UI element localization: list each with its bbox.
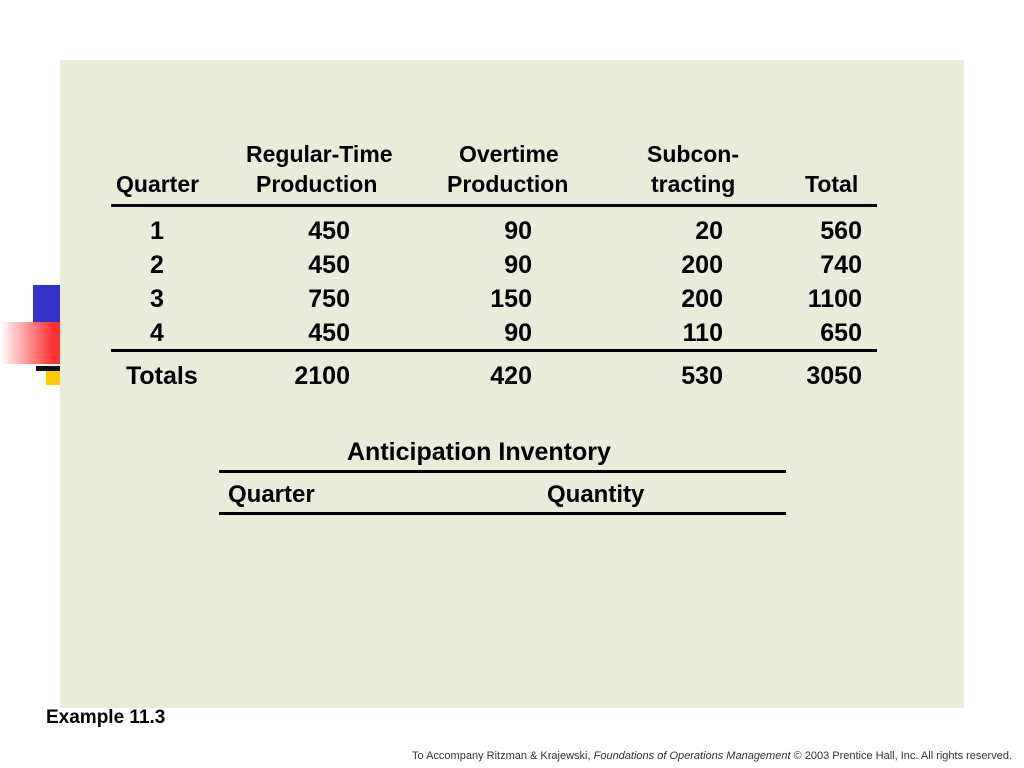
header-subcon-line2: tracting xyxy=(651,171,736,197)
row-2-regular: 450 xyxy=(308,251,350,279)
row-1-quarter: 1 xyxy=(150,217,164,245)
row-4-overtime: 90 xyxy=(504,319,532,347)
row-2-subcon: 200 xyxy=(681,251,723,279)
row-1-total: 560 xyxy=(820,217,862,245)
inventory-title: Anticipation Inventory xyxy=(347,438,611,466)
decorative-blue-square xyxy=(33,285,61,325)
credit-suffix: © 2003 Prentice Hall, Inc. All rights reserved. xyxy=(790,750,1012,762)
decorative-red-bar xyxy=(0,322,62,364)
row-4-total: 650 xyxy=(820,319,862,347)
inventory-top-rule xyxy=(219,470,786,473)
header-regular-line2: Production xyxy=(256,171,378,197)
header-overtime-line2: Production xyxy=(447,171,569,197)
totals-overtime: 420 xyxy=(490,362,532,390)
row-4-regular: 450 xyxy=(308,319,350,347)
credit-book-title: Foundations of Operations Management xyxy=(593,750,791,762)
row-1-regular: 450 xyxy=(308,217,350,245)
row-3-regular: 750 xyxy=(308,285,350,313)
credit-prefix: To Accompany Ritzman & Krajewski, xyxy=(412,750,594,762)
header-subcon-line1: Subcon- xyxy=(647,141,739,167)
row-3-total: 1100 xyxy=(807,285,862,313)
totals-rule xyxy=(111,349,877,352)
totals-regular: 2100 xyxy=(294,362,350,390)
row-1-overtime: 90 xyxy=(504,217,532,245)
totals-label: Totals xyxy=(126,362,198,390)
header-overtime-line1: Overtime xyxy=(459,141,559,167)
row-3-subcon: 200 xyxy=(681,285,723,313)
row-4-subcon: 110 xyxy=(682,319,723,347)
row-1-subcon: 20 xyxy=(695,217,723,245)
row-2-quarter: 2 xyxy=(150,251,164,279)
row-3-overtime: 150 xyxy=(490,285,532,313)
row-2-overtime: 90 xyxy=(504,251,532,279)
header-total: Total xyxy=(805,171,859,197)
row-2-total: 740 xyxy=(820,251,862,279)
totals-total: 3050 xyxy=(806,362,862,390)
row-4-quarter: 4 xyxy=(150,319,164,347)
totals-subcon: 530 xyxy=(681,362,723,390)
inventory-header-quantity: Quantity xyxy=(547,481,645,508)
inventory-header-quarter: Quarter xyxy=(228,481,315,508)
copyright-credit xyxy=(412,750,1012,762)
header-regular-line1: Regular-Time xyxy=(246,141,393,167)
row-3-quarter: 3 xyxy=(150,285,164,313)
example-label: Example 11.3 xyxy=(46,707,166,728)
header-rule xyxy=(111,204,877,207)
inventory-header-rule xyxy=(219,512,786,515)
header-quarter: Quarter xyxy=(116,171,200,197)
